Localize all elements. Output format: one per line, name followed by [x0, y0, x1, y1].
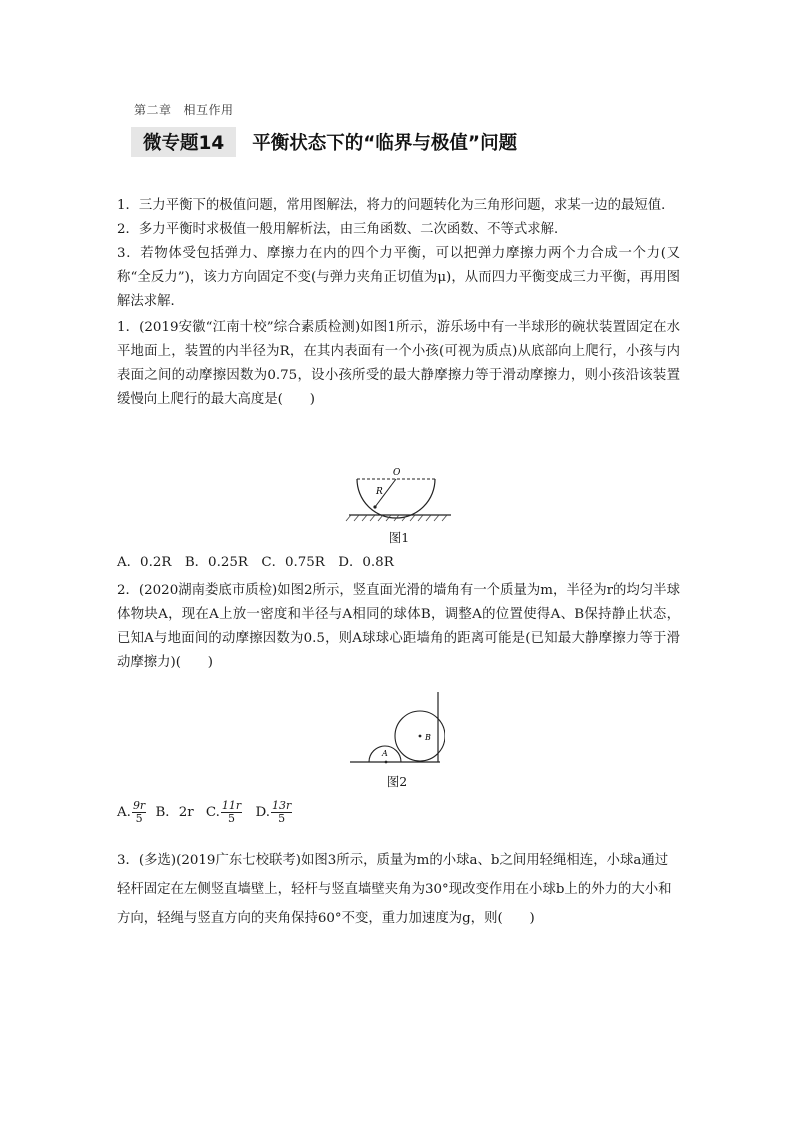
option-D-numerator: 13r	[271, 799, 292, 812]
figure-1-caption: 图1	[388, 530, 410, 545]
summary-section	[117, 194, 680, 412]
section-label: 相互作用	[183, 103, 234, 117]
question-2-stem: 2．(2020湖南娄底市质检)如图2所示，竖直面光滑的墙角有一个质量为m，半径为r的均匀半球体物块A，现在A上放一密度和半径与A相同的球体B，调整A的位置使得A、B保持静止状态，已知A与地面间的动摩擦因数为0.5，则A球球心距墙角的距离可能是(已知最大静摩擦力等于滑动摩擦力)( )	[117, 583, 680, 670]
question-1-options: A．0.2R B．0.25R C．0.75R D．0.8R	[117, 555, 394, 570]
option-A-fraction	[132, 800, 146, 825]
figure-2-spheres	[345, 690, 445, 766]
summary-point-3: 3．若物体受包括弹力、摩擦力在内的四个力平衡，可以把弹力摩擦力两个力合成一个力(又称“全反力”)，该力方向固定不变(与弹力夹角正切值为μ)，从而四力平衡变成三力平衡，再用图解法求解．	[117, 246, 680, 309]
question-2-section	[117, 579, 680, 675]
figure-2-caption: 图2	[386, 774, 408, 789]
topic-title: 平衡状态下的“临界与极值”问题	[252, 133, 518, 154]
option-D-fraction	[271, 800, 292, 825]
chapter-label: 第二章	[134, 103, 172, 117]
figure-1-bowl	[345, 465, 455, 523]
question-2-options	[117, 800, 293, 825]
option-C-denominator: 5	[228, 812, 236, 825]
option-C-fraction	[221, 800, 242, 825]
question-3-section	[117, 846, 680, 933]
option-A-denominator: 5	[135, 812, 143, 825]
option-C-prefix: C.	[205, 805, 220, 820]
question-1-stem: 1．(2019安徽“江南十校”综合素质检测)如图1所示，游乐场中有一半球形的碗状装置固定在水平地面上，装置的内半径为R，在其内表面有一个小孩(可视为质点)从底部向上爬行，小孩与内表面之间的动摩擦因数为0.75，设小孩所受的最大静摩擦力等于滑动摩擦力，则小孩沿该装置缓慢向上爬行的最大高度是( )	[117, 320, 680, 407]
option-D-denominator: 5	[278, 812, 286, 825]
option-D-prefix: D.	[255, 805, 270, 820]
option-B: B．2r	[155, 805, 194, 820]
topic-tag: 微专题14	[131, 127, 236, 157]
option-C-numerator: 11r	[221, 799, 242, 812]
page-title	[131, 126, 517, 158]
label-O: O	[393, 468, 401, 478]
label-R: R	[376, 487, 383, 497]
option-A-numerator: 9r	[132, 799, 146, 812]
summary-point-2: 2．多力平衡时求极值一般用解析法，由三角函数、二次函数、不等式求解．	[117, 222, 568, 237]
question-3-stem: 3．(多选)(2019广东七校联考)如图3所示，质量为m的小球a、b之间用轻绳相连，小球a通过轻杆固定在左侧竖直墙壁上，轻杆与竖直墙壁夹角为30°现改变作用在小球b上的外力的大小和方向，轻绳与竖直方向的夹角保持60°不变，重力加速度为g，则( )	[117, 853, 672, 926]
label-A: A	[382, 749, 388, 758]
label-B: B	[425, 733, 431, 742]
option-A-prefix: A.	[117, 805, 131, 820]
chapter-breadcrumb	[134, 101, 234, 118]
summary-point-1: 1．三力平衡下的极值问题，常用图解法，将力的问题转化为三角形问题，求某一边的最短值．	[117, 198, 675, 213]
